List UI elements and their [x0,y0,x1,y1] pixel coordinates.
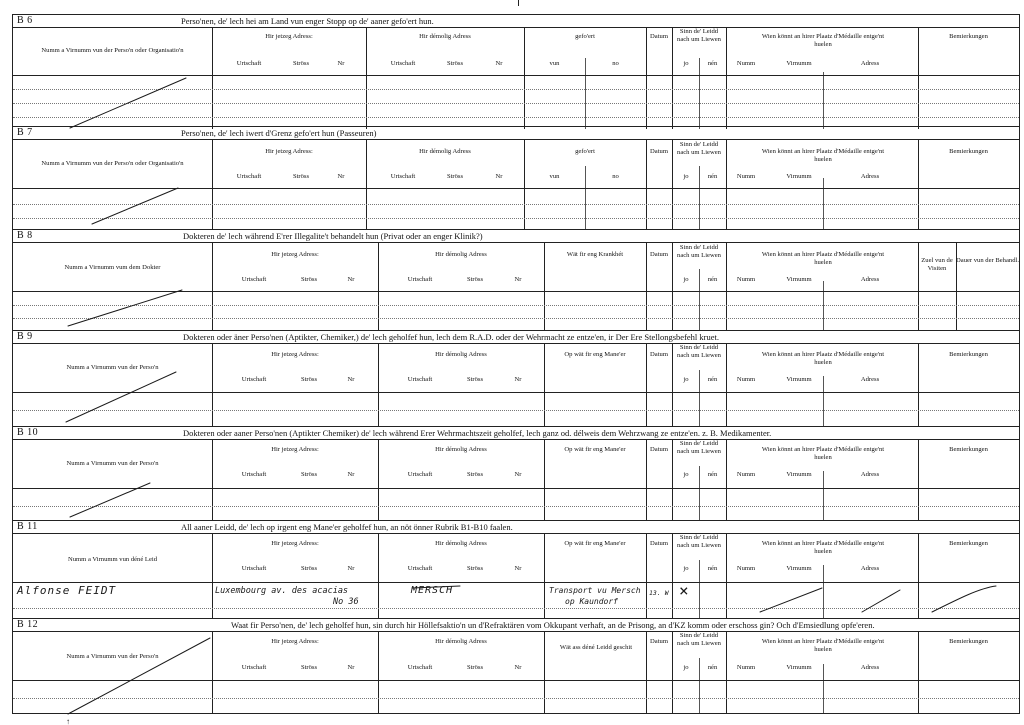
bemierkungen-header: Bemierkungen [949,351,988,358]
stross-label: Ströss [446,60,464,67]
nr-label: Nr [495,60,503,67]
addr-then-header: Hir démolig Adress [435,446,487,453]
jo-label: jo [683,471,689,478]
uertschaft-label: Urtschaft [407,664,433,671]
stross-label: Ströss [466,565,484,572]
name-column-header: Numm a Virnumm vun der Perso'n oder Organisatio'n [41,160,184,167]
stross-label: Ströss [292,60,310,67]
uertschaft-label: Urtschaft [407,376,433,383]
stross-label: Ströss [446,173,464,180]
datum-header: Datum [650,351,668,358]
adress-label: Adress [860,471,880,478]
section-title: Dokteren oder äner Perso'nen (Aptikter, Chemiker,) de' lech geholfef hun, lech dem R.A.D. oder der Wehrmacht ze entze'en, ir Der Ere Stellongsbefehl kruet. [183,332,720,342]
section-title: Dokteren oder aaner Perso'nen (Aptikter Chemiker) de' lech während Erer Wehrmachtszeit geholfef, lech ganz od. délweis dem Wehrzwang ze entze'en. z. B. Medikamenter. [183,428,772,438]
nr-label: Nr [514,664,522,671]
uertschaft-label: Urtschaft [236,173,262,180]
datum-header: Datum [650,33,668,40]
uertschaft-label: Urtschaft [407,471,433,478]
nen-label: nén [707,664,718,671]
jo-label: jo [683,60,689,67]
cancel-stroke-b11-remarks [932,586,996,612]
jo-label: jo [683,276,689,283]
alive-header: Sinn de' Leidd nach um Liewen [677,534,721,549]
addr-now-header: Hir jetzeg Adress: [265,148,313,155]
underline-mersch [412,586,460,588]
addr-now-header: Hir jetzeg Adress: [271,446,319,453]
jo-label: jo [683,376,689,383]
uertschaft-label: Urtschaft [241,565,267,572]
handwritten-name: Alfonse FEIDT [17,584,117,597]
nr-label: Nr [514,471,522,478]
handwritten-how-line2: op Kaundorf [565,597,618,606]
addr-then-header: Hir démolig Adress [435,540,487,547]
vun-label: vun [549,173,560,180]
section-code: B 11 [17,521,38,532]
section-code: B 9 [17,331,33,342]
cancel-stroke-b12 [68,638,210,714]
adress-label: Adress [860,276,880,283]
alive-header: Sinn de' Leidd nach um Liewen [677,440,721,455]
nr-label: Nr [514,565,522,572]
datum-header: Datum [650,638,668,645]
maneier-header: Op wät fir eng Mane'er [564,540,626,547]
medal-header: Wien könnt an hirer Plaatz d'Médaille entge'nt huelen [761,638,885,653]
numm-label: Numm [736,565,756,572]
datum-header: Datum [650,540,668,547]
section-title: Perso'nen, de' lech iwert d'Grenz gefo'ert hun (Passeuren) [181,128,377,138]
adress-label: Adress [860,173,880,180]
no-label: no [612,173,619,180]
nr-label: Nr [347,376,355,383]
maneier-header: Op wät fir eng Mane'er [564,351,626,358]
adress-label: Adress [860,565,880,572]
numm-label: Numm [736,471,756,478]
stross-label: Ströss [466,276,484,283]
bemierkungen-header: Bemierkungen [949,540,988,547]
no-label: no [612,60,619,67]
bemierkungen-header: Bemierkungen [949,638,988,645]
stross-label: Ströss [466,664,484,671]
addr-then-header: Hir démolig Adress [419,33,471,40]
adress-label: Adress [860,664,880,671]
virnumm-label: Virnumm [786,173,812,180]
nen-label: nén [707,565,718,572]
alive-header: Sinn de' Leidd nach um Liewen [677,244,721,259]
nr-label: Nr [347,471,355,478]
handwritten-how-line1: Transport vu Mersch [549,586,641,595]
bemierkungen-header: Bemierkungen [949,33,988,40]
medal-header: Wien könnt an hirer Plaatz d'Médaille entge'nt huelen [761,446,885,461]
medal-header: Wien könnt an hirer Plaatz d'Médaille entge'nt huelen [761,33,885,48]
nr-label: Nr [514,376,522,383]
adress-label: Adress [860,60,880,67]
nen-label: nén [707,471,718,478]
stross-label: Ströss [300,664,318,671]
uertschaft-label: Urtschaft [241,664,267,671]
addr-now-header: Hir jetzeg Adress: [271,638,319,645]
nen-label: nén [707,376,718,383]
what-happened-header: Wät ass déné Leidd geschit [559,644,633,651]
virnumm-label: Virnumm [786,664,812,671]
virnumm-label: Virnumm [786,376,812,383]
name-column-header: Numm a Virnumm vun déné Leid [67,556,158,563]
nr-label: Nr [495,173,503,180]
datum-header: Datum [650,148,668,155]
medal-header: Wien könnt an hirer Plaatz d'Médaille entge'nt huelen [761,148,885,163]
cancel-stroke-b10 [70,483,150,517]
addr-then-header: Hir démolig Adress [435,638,487,645]
virnumm-label: Virnumm [786,60,812,67]
medal-header: Wien könnt an hirer Plaatz d'Médaille entge'nt huelen [761,540,885,555]
stross-label: Ströss [300,471,318,478]
section-title: Perso'nen, de' lech hei am Land vun enger Stopp op de' aaner gefo'ert hun. [181,16,434,26]
jo-label: jo [683,565,689,572]
section-code: B 12 [17,619,39,630]
cancel-stroke-b11-address [862,590,900,612]
section-title: Waat fir Perso'nen, de' lech geholfef hun, sin durch hir Höllefsaktio'n un d'Refraktären vom Okkupant verhaft, an de Prisong, an d'KZ komm oder erschoss gin? Och d'Emsiedlung opfe'eren. [231,620,875,630]
vun-label: vun [549,60,560,67]
numm-label: Numm [736,60,756,67]
section-title: All aaner Leidd, de' lech op irgent eng Mane'er geholfef hun, an nöt önner Rubrik B1-B10 faalen. [181,522,513,532]
uertschaft-label: Urtschaft [407,565,433,572]
nr-label: Nr [514,276,522,283]
virnumm-label: Virnumm [786,471,812,478]
gefoert-header: gefo'ert [575,33,595,40]
alive-header: Sinn de' Leidd nach um Liewen [677,344,721,359]
stross-label: Ströss [466,471,484,478]
gefoert-header: gefo'ert [575,148,595,155]
name-column-header: Numm a Virnumm vun der Perso'n [66,364,159,371]
medal-header: Wien könnt an hirer Plaatz d'Médaille entge'nt huelen [761,251,885,266]
cancel-stroke-b9 [66,372,176,422]
cancel-stroke-b6 [70,78,186,128]
numm-label: Numm [736,664,756,671]
handwritten-address-then: MERSCH [411,585,454,596]
uertschaft-label: Urtschaft [241,471,267,478]
addr-now-header: Hir jetzeg Adress: [271,251,319,258]
addr-now-header: Hir jetzeg Adress: [265,33,313,40]
nr-label: Nr [337,173,345,180]
addr-now-header: Hir jetzeg Adress: [271,351,319,358]
name-column-header: Numm a Virnumm vum dem Dokter [64,264,161,271]
nr-label: Nr [347,664,355,671]
virnumm-label: Virnumm [786,565,812,572]
alive-header: Sinn de' Leidd nach um Liewen [677,141,721,156]
handwritten-address-now-nr: No 36 [333,597,359,607]
datum-header: Datum [650,446,668,453]
uertschaft-label: Urtschaft [241,376,267,383]
nen-label: nén [707,60,718,67]
bemierkungen-header: Bemierkungen [949,148,988,155]
cancel-stroke-b8 [68,290,182,326]
dauer-header: Dauer vun der Behandl. [956,257,1019,264]
addr-then-header: Hir démolig Adress [435,351,487,358]
cancel-stroke-b11-medal [760,588,822,612]
section-title: Dokteren de' lech während E'rer Illegalite't behandelt hun (Privat oder an enger Klinik?) [183,231,483,241]
stross-label: Ströss [300,276,318,283]
jo-label: jo [683,664,689,671]
maneier-header: Op wät fir eng Mane'er [564,446,626,453]
nen-label: nén [707,173,718,180]
alive-header: Sinn de' Leidd nach um Liewen [677,632,721,647]
numm-label: Numm [736,276,756,283]
krankheet-header: Wät fir eng Krankhét [566,251,624,258]
stross-label: Ströss [466,376,484,383]
zuel-header: Zuel vun de Visiten [921,257,953,272]
uertschaft-label: Urtschaft [390,173,416,180]
bemierkungen-header: Bemierkungen [949,446,988,453]
section-code: B 6 [17,15,33,26]
datum-header: Datum [650,251,668,258]
section-code: B 8 [17,230,33,241]
nr-label: Nr [337,60,345,67]
stross-label: Ströss [300,565,318,572]
addr-now-header: Hir jetzeg Adress: [271,540,319,547]
alive-header: Sinn de' Leidd nach um Liewen [677,28,721,43]
virnumm-label: Virnumm [786,276,812,283]
numm-label: Numm [736,173,756,180]
uertschaft-label: Urtschaft [236,60,262,67]
addr-then-header: Hir démolig Adress [435,251,487,258]
alive-check-mark: × [679,581,689,600]
stray-mark: ↑ [66,717,70,725]
uertschaft-label: Urtschaft [407,276,433,283]
nr-label: Nr [347,565,355,572]
nen-label: nén [707,276,718,283]
name-column-header: Numm a Virnumm vun der Perso'n oder Organisatio'n [41,47,184,54]
adress-label: Adress [860,376,880,383]
name-column-header: Numm a Virnumm vun der Perso'n [66,460,159,467]
jo-label: jo [683,173,689,180]
handwritten-address-now: Luxembourg av. des acacias [215,586,349,596]
name-column-header: Numm a Virnumm vun der Perso'n [66,653,159,660]
handwritten-date-note: 13. W [649,589,669,597]
addr-then-header: Hir démolig Adress [419,148,471,155]
nr-label: Nr [347,276,355,283]
cancel-stroke-b7 [92,188,178,224]
uertschaft-label: Urtschaft [241,276,267,283]
uertschaft-label: Urtschaft [390,60,416,67]
section-code: B 10 [17,427,39,438]
stross-label: Ströss [300,376,318,383]
section-code: B 7 [17,127,33,138]
stross-label: Ströss [292,173,310,180]
medal-header: Wien könnt an hirer Plaatz d'Médaille entge'nt huelen [761,351,885,366]
numm-label: Numm [736,376,756,383]
